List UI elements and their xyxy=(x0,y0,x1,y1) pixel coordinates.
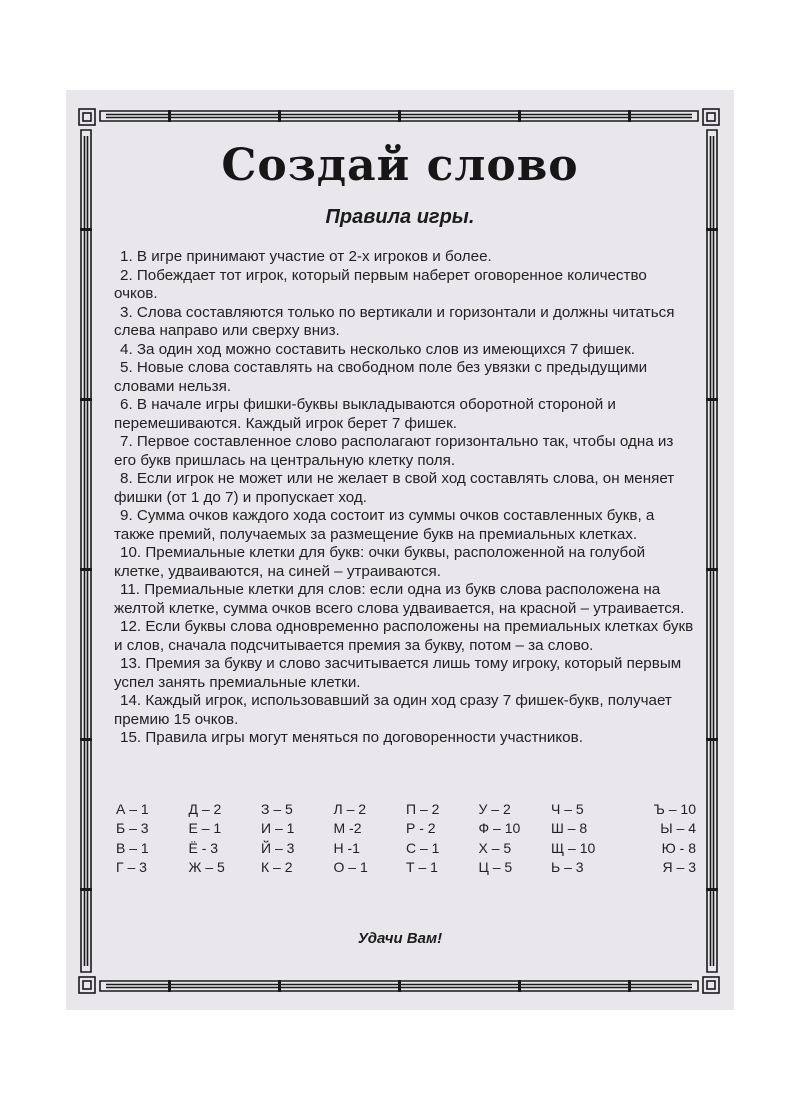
rule-item: 10. Премиальные клетки для букв: очки буквы, расположенной на голубой клетке, удваиваются, на синей – утраиваются. xyxy=(114,544,646,580)
rule-item: 4. За один ход можно составить несколько слов из имеющихся 7 фишек. xyxy=(120,340,635,358)
letter-score: П – 2 xyxy=(406,801,440,817)
rule-item: 2. Побеждает тот игрок, который первым наберет оговоренное количество очков. xyxy=(114,266,647,302)
rule-item: 13. Премия за букву и слово засчитывается лишь тому игроку, который первым успел занять премиальные клетки. xyxy=(114,655,682,691)
letter-score: И – 1 xyxy=(261,820,295,837)
letter-score: Ь – 3 xyxy=(551,858,584,875)
letter-score: А – 1 xyxy=(116,801,149,817)
score-column xyxy=(624,800,697,877)
rules-heading: Правила игры. xyxy=(325,206,475,228)
letter-score: Е – 1 xyxy=(188,820,222,837)
letter-score: Й – 3 xyxy=(261,839,295,856)
letter-score: У – 2 xyxy=(478,801,511,817)
page-title: Создай слово xyxy=(221,140,579,191)
letter-score: К – 2 xyxy=(261,858,293,875)
rule-item: 11. Премиальные клетки для слов: если одна из букв слова расположена на желтой клетке, сумма очков всего слова удваивается, на красной – утраивается. xyxy=(114,581,685,617)
letter-score: Б – 3 xyxy=(116,820,149,837)
score-column xyxy=(261,800,334,877)
letter-score: Ч – 5 xyxy=(551,801,584,817)
rules-sheet xyxy=(66,90,734,1010)
letter-score: Ё - 3 xyxy=(188,839,219,856)
letter-score: Г – 3 xyxy=(116,858,147,875)
letter-score: Ы – 4 xyxy=(660,820,696,837)
score-column xyxy=(551,800,624,877)
letter-score: Д – 2 xyxy=(188,801,222,817)
letter-score: З – 5 xyxy=(261,801,293,817)
letter-score: М -2 xyxy=(333,820,362,837)
score-column xyxy=(406,800,479,877)
rule-item: 6. В начале игры фишки-буквы выкладываются оборотной стороной и перемешиваются. Каждый игрок берет 7 фишек. xyxy=(114,396,616,432)
letter-score: Л – 2 xyxy=(333,801,367,817)
letter-score: С – 1 xyxy=(406,839,440,856)
rule-item: 12. Если буквы слова одновременно расположены на премиальных клетках букв и слов, сначала подсчитывается премия за букву, потом – за слово. xyxy=(114,618,694,654)
rules-list xyxy=(114,248,694,748)
letter-score: Ю - 8 xyxy=(661,839,696,856)
letter-score: Р - 2 xyxy=(406,820,436,837)
score-column xyxy=(334,800,407,877)
rule-item: 1. В игре принимают участие от 2-х игроков и более. xyxy=(120,248,492,265)
letter-score: Я – 3 xyxy=(662,858,696,875)
letter-score: Т – 1 xyxy=(406,858,438,875)
rule-item: 3. Слова составляются только по вертикали и горизонтали и должны читаться слева направо или сверху вниз. xyxy=(114,303,675,339)
letter-score: О – 1 xyxy=(333,858,368,875)
letter-score: Ж – 5 xyxy=(188,858,225,875)
letter-score: Ф – 10 xyxy=(478,820,521,837)
closing-wish: Удачи Вам! xyxy=(357,930,443,947)
letter-score: Щ – 10 xyxy=(551,839,596,856)
letter-score: Н -1 xyxy=(333,839,360,856)
rule-item: 14. Каждый игрок, использовавший за один ход сразу 7 фишек-букв, получает премию 15 очков. xyxy=(114,692,672,728)
rule-item: 15. Правила игры могут меняться по договоренности участников. xyxy=(120,729,583,746)
rule-item: 5. Новые слова составлять на свободном поле без увязки с предыдущими словами нельзя. xyxy=(114,359,648,395)
letter-score-table xyxy=(116,800,696,877)
score-column xyxy=(189,800,262,877)
letter-score: Ш – 8 xyxy=(551,820,588,837)
letter-score: Ц – 5 xyxy=(478,858,513,875)
letter-score: Х – 5 xyxy=(478,839,512,856)
letter-score: В – 1 xyxy=(116,839,149,856)
letter-score: Ъ – 10 xyxy=(653,801,696,817)
rule-item: 9. Сумма очков каждого хода состоит из суммы очков составленных букв, а также премий, получаемых за размещение букв на премиальных клетках. xyxy=(114,507,655,543)
rule-item: 7. Первое составленное слово располагают горизонтально так, чтобы одна из его букв пришлась на центральную клетку поля. xyxy=(114,433,674,469)
score-column xyxy=(116,800,189,877)
score-column xyxy=(479,800,552,877)
rule-item: 8. Если игрок не может или не желает в свой ход составлять слова, он меняет фишки (от 1 до 7) и пропускает ход. xyxy=(114,470,675,506)
